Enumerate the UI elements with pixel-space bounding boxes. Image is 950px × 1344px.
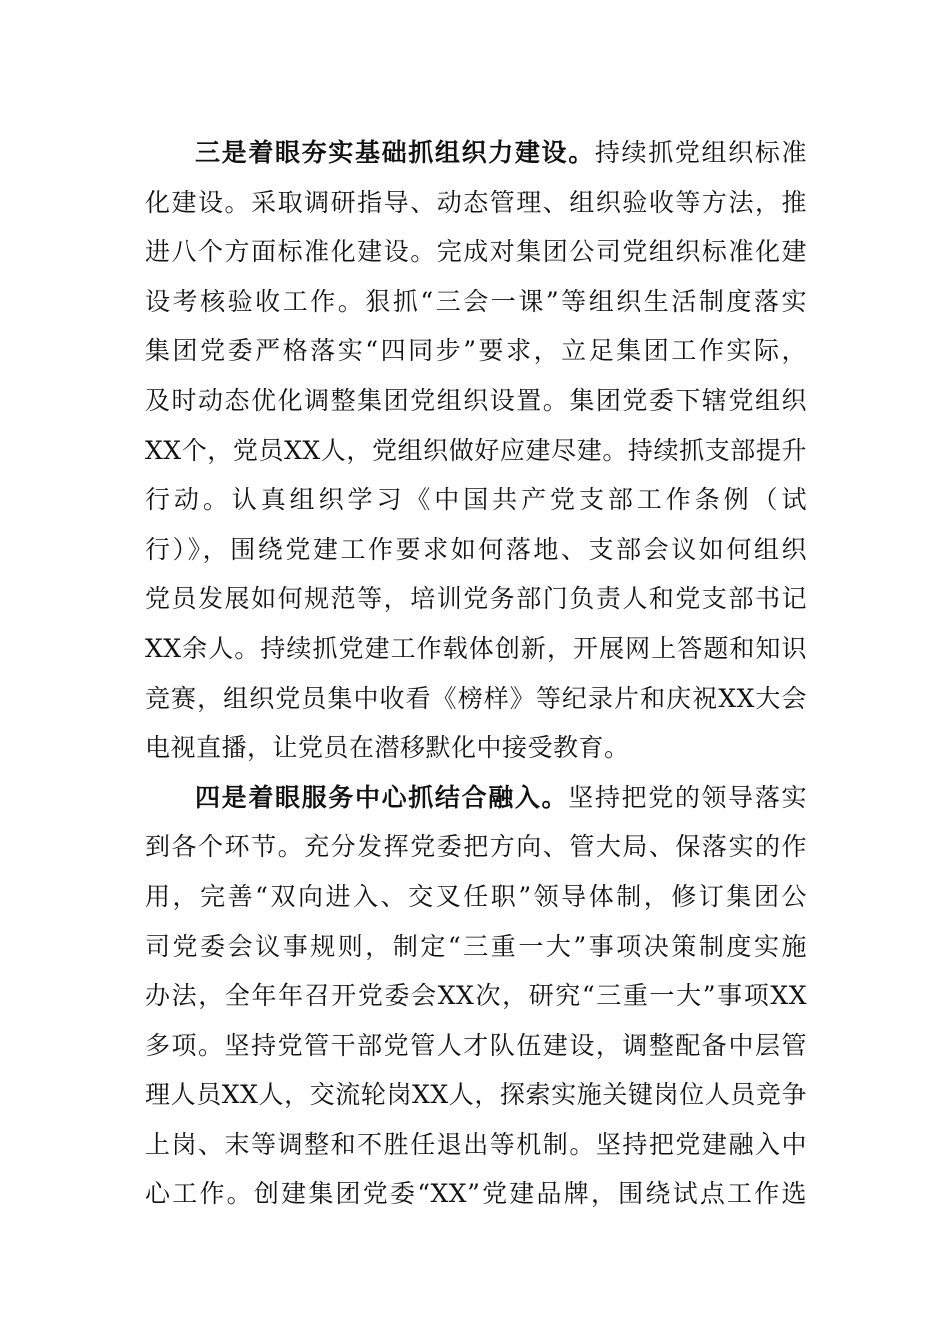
paragraph-heading: 四是着眼服务中心抓结合融入。: [195, 782, 569, 812]
paragraph-line: [145, 128, 807, 178]
paragraph-line: 上岗、末等调整和不胜任退出等机制。坚持把党建融入中: [145, 1129, 807, 1159]
document-body: [145, 128, 807, 1219]
paragraph-line: 党员发展如何规范等，培训党务部门负责人和党支部书记: [145, 584, 807, 614]
paragraph-line: XX余人。持续抓党建工作载体创新，开展网上答题和知识: [145, 633, 807, 663]
paragraph-line: 行）》，围绕党建工作要求如何落地、支部会议如何组织: [145, 534, 807, 564]
paragraph-line: [145, 773, 807, 823]
paragraph-line: 理人员XX人，交流轮岗XX人，探索实施关键岗位人员竞争: [145, 1080, 807, 1110]
paragraph-line: XX个，党员XX人，党组织做好应建尽建。持续抓支部提升: [145, 435, 807, 465]
paragraph-line: 竞赛，组织党员集中收看《榜样》等纪录片和庆祝XX大会: [145, 683, 807, 713]
paragraph-line: 设考核验收工作。狠抓“三会一课”等组织生活制度落实: [145, 286, 807, 316]
paragraph-line: 集团党委严格落实“四同步”要求，立足集团工作实际，: [145, 336, 807, 366]
paragraph-text: 坚持把党的领导落实: [568, 782, 807, 812]
paragraph-text: 持续抓党组织标准: [594, 138, 807, 167]
paragraph-line: 进八个方面标准化建设。完成对集团公司党组织标准化建: [145, 237, 807, 267]
paragraph-line: 及时动态优化调整集团党组织设置。集团党委下辖党组织: [145, 385, 807, 415]
paragraph-line: 电视直播，让党员在潜移默化中接受教育。: [145, 733, 630, 763]
paragraph-heading: 三是着眼夯实基础抓组织力建设。: [195, 138, 595, 167]
paragraph-line: 到各个环节。充分发挥党委把方向、管大局、保落实的作: [145, 832, 807, 862]
paragraph-line: 化建设。采取调研指导、动态管理、组织验收等方法，推: [145, 187, 807, 217]
paragraph-line: 办法，全年年召开党委会XX次，研究“三重一大”事项XX: [145, 981, 807, 1011]
paragraph-4: [145, 773, 807, 1219]
paragraph-line: 用，完善“双向进入、交叉任职”领导体制，修订集团公: [145, 881, 807, 911]
paragraph-line: 心工作。创建集团党委“XX”党建品牌，围绕试点工作选: [145, 1179, 807, 1209]
paragraph-line: 多项。坚持党管干部党管人才队伍建设，调整配备中层管: [145, 1030, 807, 1060]
paragraph-line: 司党委会议事规则，制定“三重一大”事项决策制度实施: [145, 931, 807, 961]
paragraph-3: [145, 128, 807, 773]
paragraph-line: 行动。认真组织学习《中国共产党支部工作条例（试: [145, 485, 807, 515]
